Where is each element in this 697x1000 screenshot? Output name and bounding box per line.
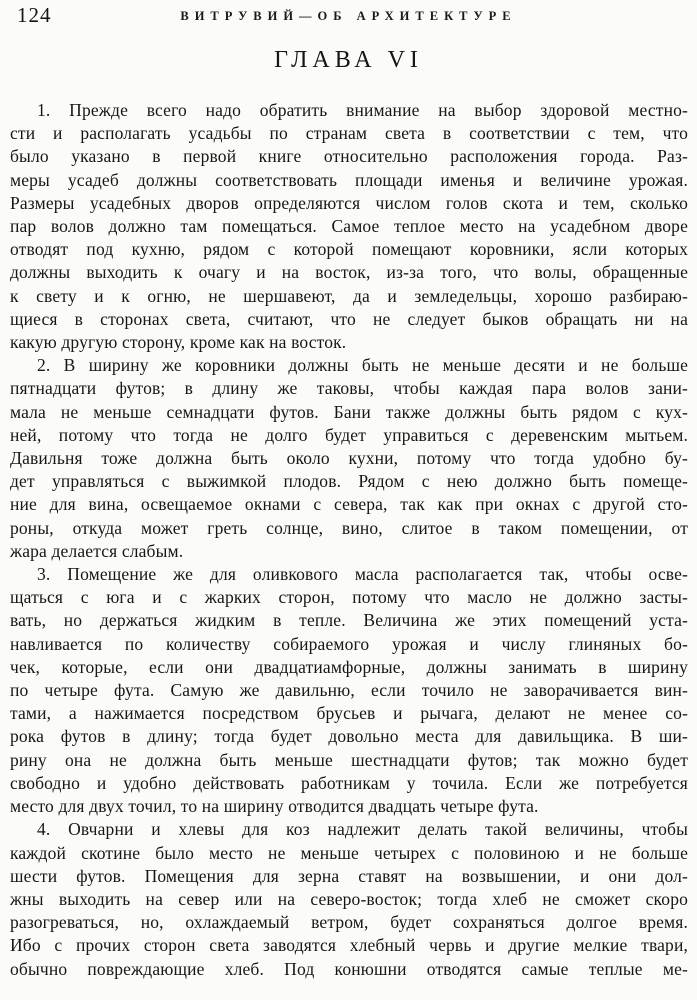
text-line: 2. В ширину же коровники должны быть не меньше десяти и не больше xyxy=(37,355,688,376)
text-line: обычно повреждающие хлеб. Под конюшни отводятся самые теплые ме- xyxy=(10,958,688,979)
text-line: 4. Овчарни и хлевы для коз надлежит делать такой величины, чтобы xyxy=(37,819,688,840)
text-line: Ибо с прочих сторон света заводятся хлебный червь и другие мелкие твари, xyxy=(10,935,688,956)
text-line: ние для вина, освещаемое окнами с севера, так как при окнах с другой сто- xyxy=(10,494,688,515)
text-line: чек, которые, если они двадцатиамфорные, должны занимать в ширину xyxy=(10,656,688,677)
text-line: вать, но держаться жидким в тепле. Величина же этих помещений уста- xyxy=(10,610,688,631)
text-line: к свету и к огню, не шершавеют, да и земледельцы, хорошо разбираю- xyxy=(10,285,688,306)
text-line: разогреваться, но, охлаждаемый ветром, будет сохраняться долгое время. xyxy=(10,912,688,933)
running-header: ВИТРУВИЙ—ОБ АРХИТЕКТУРЕ xyxy=(180,9,517,23)
text-line: жара делается слабым. xyxy=(10,540,184,561)
chapter-title: ГЛАВА VI xyxy=(274,47,423,73)
text-line: щиеся в сторонах света, считают, что не следует быков обращать ни на xyxy=(10,308,688,329)
text-line: жны выходить на север или на северо-восток; тогда хлеб не сможет скоро xyxy=(10,888,688,909)
text-line: пятнадцати футов; в длину же таковы, чтобы каждая пара волов зани- xyxy=(10,378,688,399)
text-line: место для двух точил, то на ширину отводится двадцать четыре фута. xyxy=(10,796,539,817)
text-line: отводят под кухню, рядом с которой помещают коровники, ясли которых xyxy=(10,239,688,260)
paragraph xyxy=(10,818,688,980)
text-line: какую другую сторону, кроме как на восток. xyxy=(10,332,347,353)
text-line: меры усадеб должны соответствовать площади именья и величине урожая. xyxy=(10,169,688,190)
text-line: Размеры усадебных дворов определяются числом голов скота и тем, сколько xyxy=(10,192,688,213)
text-line: рока футов в длину; тогда будет довольно места для давильщика. В ши- xyxy=(10,726,688,747)
text-line: мала не меньше семнадцати футов. Бани также должны быть рядом с кух- xyxy=(10,401,688,422)
text-line: рину она не должна быть меньше шестнадцати футов; так можно будет xyxy=(10,749,688,770)
text-line: роны, откуда может греть солнце, вино, слитое в таком помещении, от xyxy=(10,517,688,538)
text-line: пар волов должно там помещаться. Самое теплое место на усадебном дворе xyxy=(10,216,688,237)
text-line: Давильня тоже должна быть около кухни, потому что тогда удобно бу- xyxy=(10,448,688,469)
text-line: ней, потому что тогда не долго будет управиться с деревенским мытьем. xyxy=(10,424,688,445)
text-line: 1. Прежде всего надо обратить внимание на выбор здоровой местно- xyxy=(37,100,688,120)
text-line: каждой скотине было место не меньше четырех с половиною и не больше xyxy=(10,842,688,863)
page-number: 124 xyxy=(17,3,52,27)
paragraph xyxy=(10,354,688,563)
paragraph xyxy=(10,563,688,818)
text-line: 3. Помещение же для оливкового масла располагается так, чтобы осве- xyxy=(37,564,688,585)
text-line: тами, а нажимается посредством брусьев и рычага, делают не менее со- xyxy=(10,703,688,724)
text-line: свободно и удобно действовать работникам у точила. Если же потребуется xyxy=(10,772,688,793)
text-line: было указано в первой книге относительно расположения города. Раз- xyxy=(10,146,688,167)
text-line: навливается по количеству собираемого урожая и числу глиняных бо- xyxy=(10,633,688,654)
text-line: сти и располагать усадьбы по странам света в соответствии с тем, что xyxy=(10,123,688,144)
text-line: должны выходить к очагу и на восток, из-за того, что волы, обращенные xyxy=(10,262,688,283)
text-line: щаться с юга и с жарких сторон, потому что масло не должно засты- xyxy=(10,587,688,608)
paragraph xyxy=(10,99,688,354)
text-line: шести футов. Помещения для зерна ставят на возвышении, и они дол- xyxy=(10,865,688,886)
text-line: дет управляться с выжимкой плодов. Рядом с нею должно быть помеще- xyxy=(10,471,688,492)
text-line: по четыре фута. Самую же давильню, если точило не заворачивается вин- xyxy=(10,680,688,701)
body-text xyxy=(10,99,688,981)
